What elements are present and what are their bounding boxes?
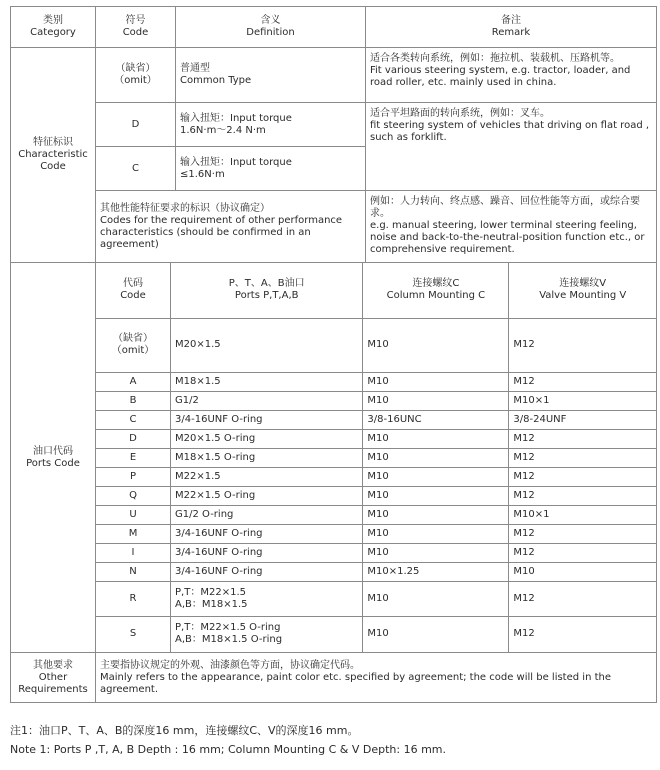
- port-code-cell: [96, 562, 171, 581]
- port-ptab-cell: [171, 505, 363, 524]
- cell-text: M10: [367, 451, 389, 463]
- port-code-cell: [96, 486, 171, 505]
- port-column-mounting-cell: [363, 524, 509, 543]
- table-row: [96, 410, 656, 429]
- cell-text: E: [129, 451, 137, 463]
- port-ptab-cell: [171, 486, 363, 505]
- definition-cell: 普通型 Common Type: [176, 48, 366, 103]
- port-code-cell: [96, 372, 171, 391]
- table-row: [96, 372, 656, 391]
- ports-section: [11, 263, 657, 653]
- port-column-mounting-cell: [363, 616, 509, 652]
- cell-text: M12: [513, 546, 535, 558]
- port-column-mounting-cell: [363, 318, 509, 372]
- cell-text: M: [128, 527, 138, 539]
- other-requirements-row: [11, 653, 657, 703]
- code-cell: D: [96, 103, 176, 147]
- port-ptab-cell: [171, 524, 363, 543]
- definition-cell: 输入扭矩：Input torque ≤1.6N·m: [176, 147, 366, 191]
- port-valve-mounting-cell: [509, 581, 656, 616]
- ports-category-cell: 油口代码 Ports Code: [11, 263, 96, 653]
- cell-text: U: [129, 508, 137, 520]
- table-row: [96, 429, 656, 448]
- port-ptab-cell: [171, 448, 363, 467]
- cell-text: M10: [367, 375, 389, 387]
- table-row: [96, 524, 656, 543]
- cell-text: P,T：M22×1.5 O-ring: [175, 622, 281, 634]
- cell-text: M10: [367, 592, 389, 604]
- port-code-cell: [96, 505, 171, 524]
- other-category-cell: 其他要求 Other Requirements: [11, 653, 96, 703]
- port-valve-mounting-cell: [509, 318, 656, 372]
- characteristic-category-cell: 特征标识 Characteristic Code: [11, 48, 96, 263]
- table-row: [96, 505, 656, 524]
- code-table: [10, 6, 657, 703]
- cell-text: M12: [513, 451, 535, 463]
- cell-text: 3/4-16UNF O-ring: [175, 527, 263, 539]
- port-column-mounting-cell: [363, 543, 509, 562]
- port-valve-mounting-cell: [509, 562, 656, 581]
- table-row: [96, 581, 656, 616]
- cell-text: G1/2 O-ring: [175, 508, 234, 520]
- port-ptab-cell: [171, 410, 363, 429]
- cell-text: M12: [513, 339, 535, 350]
- cell-text: M18×1.5 O-ring: [175, 451, 256, 463]
- cell-text: I: [131, 546, 135, 558]
- cell-text: M12: [513, 527, 535, 539]
- port-ptab-cell: [171, 391, 363, 410]
- ports-table-cell: [96, 263, 657, 653]
- port-valve-mounting-cell: [509, 486, 656, 505]
- cell-text: M12: [513, 375, 535, 387]
- ports-header-ptab: P、T、A、B油口 Ports P,T,A,B: [171, 263, 363, 318]
- cell-text: M12: [513, 489, 535, 501]
- cell-text: N: [129, 565, 137, 577]
- cell-text: A: [129, 375, 137, 387]
- other-requirements-text: 主要指协议规定的外观、油漆颜色等方面，协议确定代码。 Mainly refers to the appearance, paint color etc. specified by agreement; the code will be listed in the agreement.: [96, 653, 657, 703]
- port-code-cell: [96, 581, 171, 616]
- remark-cell: 适合各类转向系统，例如：拖拉机、装载机、压路机等。 Fit various steering system, e.g. tractor, loader, and road roller, etc. mainly used in china.: [366, 48, 657, 103]
- cell-text: 3/8-24UNF: [513, 413, 567, 425]
- cell-text: M12: [513, 470, 535, 482]
- spec-sheet: [10, 6, 656, 703]
- cell-text: Q: [129, 489, 137, 501]
- remark-cell: 适合平坦路面的转向系统，例如：叉车。 fit steering system of vehicles that driving on flat road , such as forklift.: [366, 103, 657, 191]
- port-valve-mounting-cell: [509, 524, 656, 543]
- port-column-mounting-cell: [363, 410, 509, 429]
- table-row: [96, 467, 656, 486]
- port-valve-mounting-cell: [509, 505, 656, 524]
- code-cell: （缺省） （omit）: [96, 48, 176, 103]
- port-code-cell: [96, 410, 171, 429]
- cell-text: M10: [367, 394, 389, 406]
- ports-header-valve-mounting: 连接螺纹V Valve Mounting V: [509, 263, 656, 318]
- port-code-cell: [96, 543, 171, 562]
- note-en: Note 1: Ports P ,T, A, B Depth : 16 mm; Column Mounting C & V Depth: 16 mm.: [10, 743, 447, 756]
- ports-header-code: 代码 Code: [96, 263, 171, 318]
- remark-cell: 例如：人力转向、终点感、躁音、回位性能等方面，或综合要求。 e.g. manual steering, lower terminal steering feeling, noise and back-to-the-neutral-position function etc., or comprehensive requirement.: [366, 191, 657, 263]
- header-row: [11, 7, 657, 48]
- cell-text: M10: [367, 508, 389, 520]
- cell-text: M12: [513, 628, 535, 640]
- table-row: [96, 391, 656, 410]
- port-valve-mounting-cell: [509, 372, 656, 391]
- cell-text: （缺省）: [113, 333, 154, 344]
- table-row: [11, 48, 657, 103]
- table-row: [96, 318, 656, 372]
- cell-text: M12: [513, 592, 535, 604]
- cell-text: P,T：M22×1.5: [175, 586, 246, 598]
- port-column-mounting-cell: [363, 372, 509, 391]
- port-column-mounting-cell: [363, 391, 509, 410]
- cell-text: 3/4-16UNF O-ring: [175, 546, 263, 558]
- port-valve-mounting-cell: [509, 467, 656, 486]
- port-ptab-cell: [171, 562, 363, 581]
- port-ptab-cell: [171, 372, 363, 391]
- cell-text: 3/4-16UNF O-ring: [175, 413, 263, 425]
- cell-text: M10×1.25: [367, 565, 420, 577]
- cell-text: M10: [367, 527, 389, 539]
- cell-text: M10: [367, 470, 389, 482]
- other-characteristic-definition: 其他性能特征要求的标识（协议确定） Codes for the requirement of other performance characteristics (should be confirmed in an agreement): [96, 191, 366, 263]
- header-category: 类别 Category: [11, 7, 96, 48]
- table-row: [96, 448, 656, 467]
- cell-text: P: [130, 470, 137, 482]
- note-zh: 注1：油口P、T、A、B的深度16 mm，连接螺纹C、V的深度16 mm。: [10, 724, 359, 737]
- port-code-cell: [96, 524, 171, 543]
- table-row: [96, 616, 656, 652]
- table-row: [96, 543, 656, 562]
- port-valve-mounting-cell: [509, 448, 656, 467]
- port-ptab-cell: [171, 581, 363, 616]
- port-ptab-cell: [171, 543, 363, 562]
- cell-text: M20×1.5 O-ring: [175, 432, 256, 444]
- table-row: [11, 103, 657, 147]
- port-column-mounting-cell: [363, 486, 509, 505]
- cell-text: B: [129, 394, 137, 406]
- port-code-cell: [96, 429, 171, 448]
- port-ptab-cell: [171, 467, 363, 486]
- cell-text: C: [129, 413, 137, 425]
- cell-text: G1/2: [175, 394, 199, 406]
- cell-text: M22×1.5: [175, 470, 221, 482]
- cell-text: M10: [367, 489, 389, 501]
- port-column-mounting-cell: [363, 467, 509, 486]
- cell-text: A,B：M18×1.5: [175, 598, 248, 610]
- cell-text: R: [129, 592, 137, 604]
- cell-text: M10: [367, 628, 389, 640]
- cell-text: D: [129, 432, 137, 444]
- port-column-mounting-cell: [363, 429, 509, 448]
- port-code-cell: [96, 318, 171, 372]
- port-column-mounting-cell: [363, 581, 509, 616]
- header-definition: 含义 Definition: [176, 7, 366, 48]
- port-valve-mounting-cell: [509, 616, 656, 652]
- cell-text: A,B：M18×1.5 O-ring: [175, 634, 283, 646]
- table-row: [11, 191, 657, 263]
- port-ptab-cell: [171, 318, 363, 372]
- port-code-cell: [96, 391, 171, 410]
- table-row: [96, 562, 656, 581]
- cell-text: M10: [513, 565, 535, 577]
- port-code-cell: [96, 448, 171, 467]
- header-remark: 备注 Remark: [366, 7, 657, 48]
- port-valve-mounting-cell: [509, 543, 656, 562]
- cell-text: 3/8-16UNC: [367, 413, 422, 425]
- ports-header-column-mounting: 连接螺纹C Column Mounting C: [363, 263, 509, 318]
- port-code-cell: [96, 467, 171, 486]
- ports-table: [96, 263, 656, 652]
- header-code: 符号 Code: [96, 7, 176, 48]
- code-cell: C: [96, 147, 176, 191]
- definition-cell: 输入扭矩：Input torque 1.6N·m～2.4 N·m: [176, 103, 366, 147]
- port-column-mounting-cell: [363, 448, 509, 467]
- port-ptab-cell: [171, 429, 363, 448]
- port-valve-mounting-cell: [509, 429, 656, 448]
- cell-text: M10: [367, 546, 389, 558]
- port-column-mounting-cell: [363, 562, 509, 581]
- port-valve-mounting-cell: [509, 410, 656, 429]
- cell-text: M22×1.5 O-ring: [175, 489, 256, 501]
- port-ptab-cell: [171, 616, 363, 652]
- ports-header-row: [96, 263, 656, 318]
- port-valve-mounting-cell: [509, 391, 656, 410]
- cell-text: M18×1.5: [175, 375, 221, 387]
- cell-text: M10: [367, 432, 389, 444]
- cell-text: S: [129, 628, 137, 640]
- cell-text: M10: [367, 339, 389, 350]
- port-code-cell: [96, 616, 171, 652]
- cell-text: （omit）: [111, 345, 155, 356]
- cell-text: 3/4-16UNF O-ring: [175, 565, 263, 577]
- cell-text: M12: [513, 432, 535, 444]
- port-column-mounting-cell: [363, 505, 509, 524]
- cell-text: M10×1: [513, 508, 550, 520]
- table-row: [96, 486, 656, 505]
- cell-text: M10×1: [513, 394, 550, 406]
- cell-text: M20×1.5: [175, 339, 221, 350]
